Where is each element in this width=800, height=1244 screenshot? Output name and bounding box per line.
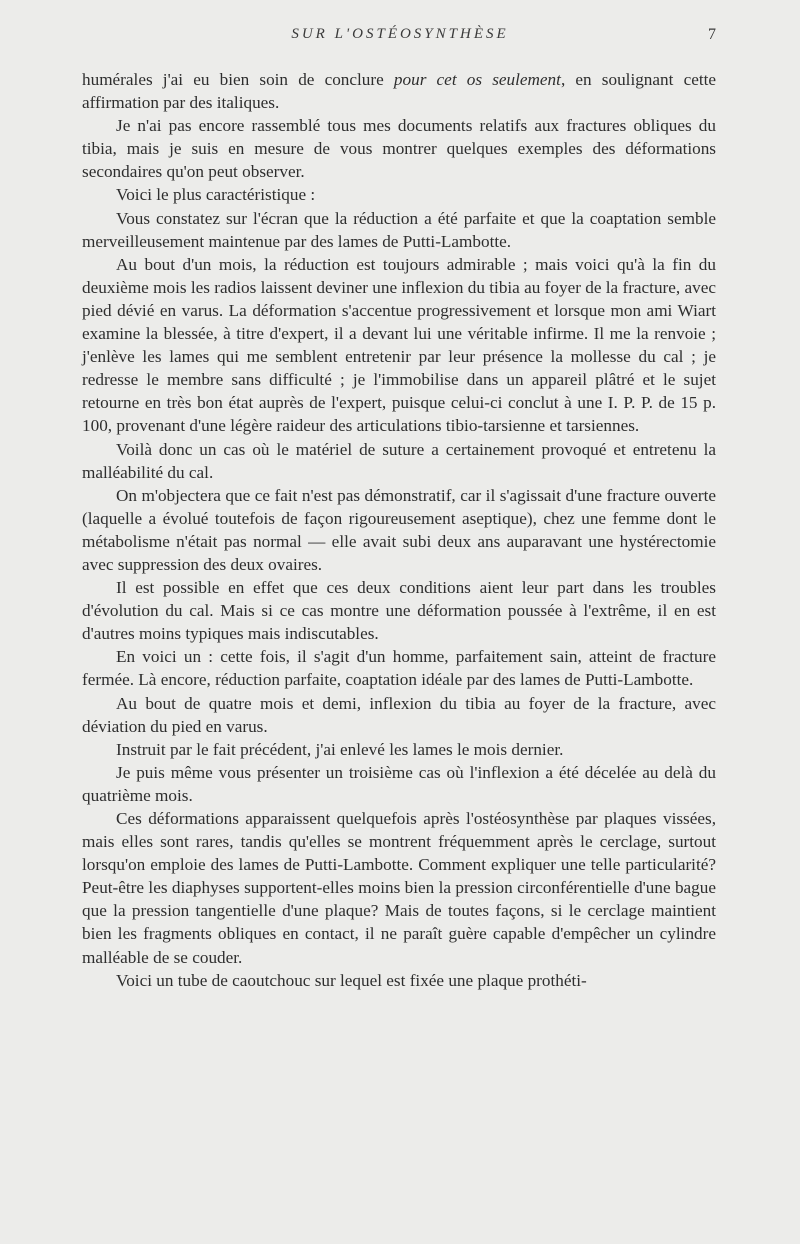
paragraph: Il est possible en effet que ces deux conditions aient leur part dans les troubles d'évolution du cal. Mais si ce cas montre une déformation poussée à l'extrême, il en est d'autres moins typiques mais indiscutables. bbox=[82, 578, 716, 644]
running-head bbox=[0, 26, 800, 50]
paragraph: En voici un : cette fois, il s'agit d'un homme, parfaitement sain, atteint de fracture fermée. Là encore, réduction parfaite, coaptation idéale par des lames de Putti-Lambotte. bbox=[82, 647, 716, 690]
body-text bbox=[82, 68, 716, 992]
paragraph-text: humérales j'ai eu bien soin de conclure bbox=[82, 70, 394, 89]
paragraph: Je puis même vous présenter un troisième cas où l'inflexion a été décelée au delà du quatrième mois. bbox=[82, 762, 716, 805]
paragraph: Au bout de quatre mois et demi, inflexion du tibia au foyer de la fracture, avec déviation du pied en varus. bbox=[82, 693, 716, 736]
paragraph: Voici le plus caractéristique : bbox=[116, 185, 316, 205]
paragraph-continuation bbox=[82, 68, 716, 114]
paragraph: Ces déformations apparaissent quelquefois après l'ostéosynthèse par plaques vissées, mais elles sont rares, tandis qu'elles se montrent fréquemment après le cerclage, surtout lorsqu'on emploie des lames de Putti-Lambotte. Comment expliquer une telle particularité? Peut-être les diaphyses supportent-elles moins bien la pression circonférentielle d'une bague que la pression tangentielle d'une plaque? Mais de toutes façons, si le cerclage maintient bien les fragments obliques en contact, il ne paraît guère capable d'empêcher un cylindre malléable de se couder. bbox=[82, 809, 716, 967]
paragraph: Au bout d'un mois, la réduction est toujours admirable ; mais voici qu'à la fin du deuxième mois les radios laissent deviner une inflexion du tibia au foyer de la fracture, avec pied dévié en varus. La déformation s'accentue progressivement et lorsque mon ami Wiart examine la blessée, à titre d'expert, il a devant lui une véritable infirme. Il me la renvoie ; j'enlève les lames qui me semblent entretenir par leur présence la mollesse du cal ; je redresse le membre sans difficulté ; je l'immobilise dans un appareil plâtré et le sujet retourne en très bon état auprès de l'expert, puisque celui-ci conclut à une I. P. P. de 15 p. 100, provenant d'une légère raideur des articulations tibio-tarsienne et tarsiennes. bbox=[82, 254, 716, 436]
paragraph-text: , en soulignant cette affirmation par des italiques. bbox=[82, 70, 716, 113]
paragraph: Instruit par le fait précédent, j'ai enlevé les lames le mois dernier. bbox=[116, 739, 564, 759]
paragraph: Voilà donc un cas où le matériel de suture a certainement provoqué et entretenu la malléabilité du cal. bbox=[82, 439, 716, 482]
paragraph: Je n'ai pas encore rassemblé tous mes documents relatifs aux fractures obliques du tibia, mais je suis en mesure de vous montrer quelques exemples des déformations secondaires qu'on peut observer. bbox=[82, 116, 716, 182]
paragraph: Vous constatez sur l'écran que la réduction a été parfaite et que la coaptation semble merveilleusement maintenue par des lames de Putti-Lambotte. bbox=[82, 208, 716, 251]
italic-emphasis: pour cet os seulement bbox=[393, 70, 561, 89]
running-title: SUR L'OSTÉOSYNTHÈSE bbox=[291, 26, 509, 42]
page-number: 7 bbox=[708, 26, 716, 43]
paragraph: On m'objectera que ce fait n'est pas démonstratif, car il s'agissait d'une fracture ouverte (laquelle a évolué toutefois de façon rigoureusement aseptique), chez une femme dont le métabolisme n'était pas normal — elle avait subi deux ans auparavant une hystérectomie avec suppression des deux ovaires. bbox=[82, 485, 716, 574]
paragraph: Voici un tube de caoutchouc sur lequel est fixée une plaque prothéti- bbox=[116, 970, 587, 990]
